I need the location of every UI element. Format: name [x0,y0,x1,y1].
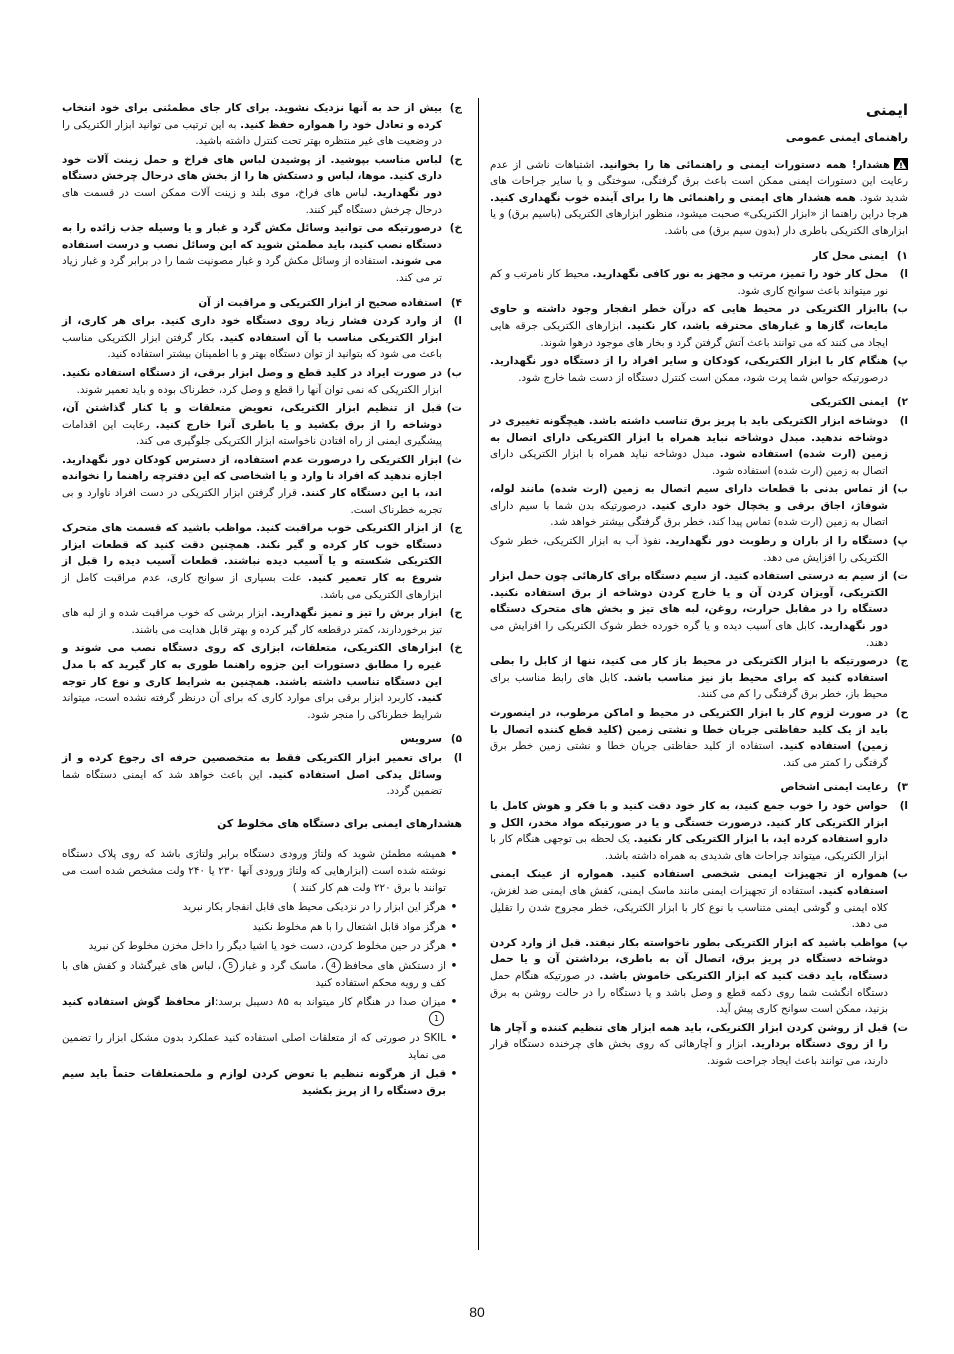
item-text [62,365,442,398]
item-plain-text: علت بسیاری از سوانح کاری، عدم مراقبت کامل از ابزارهای الکتریکی می باشد. [62,572,442,601]
list-item [62,605,462,638]
list-item [62,640,462,723]
list-item [62,400,462,450]
list-item [490,705,908,771]
item-bold-text: قبل از روشن کردن ابزار الکتریکی، باید همه ابزار های تنظیم کننده و آچار ها را از روی دستگاه بردارید. [490,1021,889,1051]
bullet-text-part: میزان صدا در هنگام کار میتواند به ۸۵ دسیبل برسد: [214,996,446,1009]
circled-number-icon: 4 [326,958,341,973]
item-plain-text: به این ترتیب می توانید ابزار الکتریکی را در وضعیت های غیر منتظره بهتر تحت کنترل داشته باشید. [62,118,442,148]
item-text [62,100,442,150]
list-item [490,533,908,566]
item-plain-text: ابزار برشی که خوب مراقبت شده و از لبه های تیز برخوردارند، کمتر درقطعه کار گیر کرده و بهتر قابل هدایت می باشند. [62,607,442,636]
list-item [62,520,462,603]
bullet-bold-text: قبل از هرگونه تنظیم یا تعوض کردن لوازم و ملحمتعلقات حتماً باید سیم برق دستگاه را از پریز بکشید [62,1068,446,1098]
bullet-item [62,938,462,955]
left-column [62,100,462,1103]
list-item [490,1020,908,1070]
item-bold-text: محل کار خود را تمیز، مرتب و مجهز به نور کافی نگهدارید. [592,268,889,281]
item-plain-text: استفاده از کلید حفاظتی جریان خطا و نشتی زمین خطر برق گرفتگی را کمتر می کند. [490,740,888,769]
item-bold-text: از ابزار الکتریکی خوب مراقبت کنید. مواظب باشید که قسمت های متحرک دستگاه خوب کار کرده و گیر نکند. همچنین دقت کنید که قطعات ابزار الکتریکی شکسته و یا آسیب دیده نباشند. قطعات آسیب دیده را قبل از شروع به کار تعمیر کنید. [62,522,443,585]
item-label: ا) [453,751,462,764]
circled-number-icon: 1 [429,1011,444,1026]
item-text [490,935,888,1018]
bullet-text [62,1030,446,1063]
bullet-icon: • [450,848,458,861]
bullet-item [62,899,462,916]
section-number: ۴) [450,296,462,309]
item-text [490,413,888,479]
item-text [62,640,442,723]
bullet-item [62,1030,462,1063]
item-bold-text: دستگاه را از باران و رطوبت دور نگهدارید. [665,535,888,548]
item-bold-text: لباس مناسب بپوشید. از پوشیدن لباس های فراخ و حمل زینت آلات خود داری کنید. موها، لباس و دستکش ها را از بخش های درحال چرخش دستگاه دور نگهدارید. [62,153,443,199]
item-plain-text: درصورتیکه حواس شما پرت شود، ممکن است کنترل دستگاه از دست شما خارج شود. [518,371,888,384]
right-sections [490,248,908,1070]
item-plain-text: بکار گرفتن ابزار الکتریکی مناسب باعث می شود که بتوانید از توان دستگاه بهتر و با اطمینان بیشتر استفاده کنید. [62,331,442,361]
item-bold-text: در صورت ایراد در کلید قطع و وصل ابزار برقی، از دستگاه استفاده نکنید. [62,366,442,379]
bullet-item [62,958,462,991]
warning-lead: هشدار! همه دستورات ایمنی و راهنمائی ها را بخوانید. [599,158,890,171]
warning-text-2: هرجا دراین راهنما از «ابزار الکتریکی» صحبت میشود، منظور ابزارهای الکتریکی (باسیم برق) و یا ابزارهای الکتریکی باطری دار (بدون سیم برق) می باشد. [490,208,908,237]
item-plain-text: نفوذ آب به ابزار الکتریکی، خطر شوک الکتریکی را افزایش می دهد. [490,535,888,564]
section-tool-use [62,295,462,724]
list-item [490,266,908,299]
item-plain-text: در صورتیکه هنگام حمل دستگاه انگشت شما روی دکمه قطع و وصل باشد و یا دستگاه را در حالت روشن به برق بزنید، ممکن است سوانح کاری پیش آید. [490,969,888,1016]
bullet-icon: • [450,959,458,972]
section-service [62,731,462,799]
list-item [490,481,908,531]
item-text [490,1020,888,1070]
bullet-icon: • [450,996,458,1009]
bullet-item [62,994,462,1027]
bullet-icon: • [450,920,458,933]
item-text [62,152,442,218]
list-item [490,353,908,386]
bullet-text-part: ، ماسک گرد و غبار [240,959,325,972]
bullet-text-part: هرگز این ابزار را در نزدیکی محیط های قابل انفجار بکار نبرید [182,901,446,914]
bullet-text [62,958,446,991]
item-plain-text: استفاده از تجهیزات ایمنی مانند ماسک ایمنی، کفش های ایمنی ضد لغزش، کلاه ایمنی و گوشی ایمنی متناسب با نوع کار با ابزار الکتریکی، خطر مجروح شدن را تقلیل می دهد. [490,884,888,931]
item-plain-text: محیط کار نامرتب و کم نور میتواند باعث سوانح کاری شود. [490,268,888,297]
item-text [490,866,888,932]
item-bold-text: قبل از تنظیم ابزار الکتریکی، تعویض متعلقات و یا کنار گذاشتن آن، دوشاخه را از برق بکشید و یا باطری آنرا خارج کنید. [62,402,442,431]
list-item [62,365,462,398]
item-label: ب) [892,868,908,881]
warning-bold-2: همه هشدار های ایمنی و راهنمائی ها را برای آینده خوب نگهداری کنید. [490,191,856,204]
section-heading [490,779,908,796]
bullet-text-part: همیشه مطمئن شوید که ولتاژ ورودی دستگاه برابر ولتاژی باشد که روی پلاک دستگاه نوشته شده است (ابزارهایی که ولتاژ ورودی آنها ۲۳۰ یا ۲۴۰ ولت مشخص شده است می توانند با برق ۲۲۰ ولت هم کار کنند ) [62,848,446,894]
item-label: ب) [446,366,462,379]
list-item [62,313,462,363]
item-text [490,301,888,351]
warning-text-1: اشتباهات ناشی از عدم رعایت این دستورات ایمنی ممکن است باعث برق گرفتگی، سوختگی و یا سایر جراحات های شدید شود. [490,158,908,204]
list-item [490,568,908,651]
item-plain-text: این باعث خواهد شد که ایمنی دستگاه شما تضمین گردد. [62,768,442,798]
item-bold-text: همواره از تجهیزات ایمنی شخصی استفاده کنید. همواره از عینک ایمنی استفاده کنید. [490,868,888,897]
list-item [490,413,908,479]
item-label: ت) [446,402,462,415]
section-heading-text: سرویس [400,733,442,746]
item-plain-text: کاربرد ابزار برقی برای موارد کاری که برای آن درنظر گرفته نشده است، میتواند شرایط خطرناکی را منجر شود. [62,692,442,721]
section-number: ۲) [896,396,908,409]
item-bold-text: ابزارهای الکتریکی، متعلقات، ابزاری که روی دستگاه نصب می شوند و غیره را مطابق دستورات این جزوه راهنما طوری به کار گیرید که با مدل این دستگاه تناسب داشته باشند. همچنین به شرایط کاری و نوع کار توجه کنید. [62,642,442,705]
bullet-text-part: از دستکش های محافظ [343,959,446,972]
list-item [490,935,908,1018]
item-bold-text: درصورتیکه می توانید وسائل مکش گرد و غبار و یا وسیله جذب زائده را به دستگاه نصب کنید، باید مطمئن شوید که این وسائل نصب و درست استفاده می شوند. [62,222,442,268]
bullet-bold-text: از محافظ گوش استفاده کنید [62,996,215,1009]
section-heading [62,731,462,748]
bullet-icon: • [450,901,458,914]
list-item [62,100,462,150]
item-text [490,798,888,864]
section-heading-text: ایمنی محل کار [812,249,888,262]
item-label: ب) [892,483,908,496]
item-bold-text: از وارد کردن فشار زیاد روی دستگاه خود داری کنید. برای هر کاری، از ابزار الکتریکی مناسب با آن استفاده کنید. [62,315,442,344]
item-text [62,220,442,286]
section-heading-text: رعایت ایمنی اشخاص [780,781,888,794]
list-item [62,220,462,286]
item-text [62,520,442,603]
general-warning [490,157,908,240]
item-bold-text: برای تعمیر ابزار الکتریکی فقط به متخصصین حرفه ای رجوع کرده و از وسائل یدکی اصل استفاده کنید. [62,751,443,781]
bullet-text [62,994,446,1027]
bullet-icon: • [450,940,458,953]
bullet-text [62,1066,446,1099]
item-label: ا) [899,799,908,812]
column-divider [478,98,479,1250]
item-bold-text: بیش از حد به آنها نزدیک نشوید. برای کار جای مطمئنی برای خود انتخاب کرده و تعادل خود را همواره حفظ کنید. [62,102,442,131]
bullet-text [62,846,446,896]
item-plain-text: استفاده از وسائل مکش گرد و غبار مصونیت شما را در برابر گرد و غبار زیاد تر می کند. [62,255,442,284]
item-label: ا) [899,414,908,427]
bullet-icon: • [450,1032,458,1045]
section-number: ۵) [450,733,462,746]
section-title: ایمنی [865,101,908,119]
item-label: پ) [892,535,908,548]
item-plain-text: کابل های رابط مناسب برای محیط باز، خطر برق گرفتگی را کم می کنند. [490,671,888,701]
item-label: پ) [892,936,908,949]
item-text [62,400,442,450]
item-label: ح) [449,607,462,620]
item-bold-text: در صورت لزوم کار با ابزار الکتریکی در محیط و اماکن مرطوب، در اینصورت باید از یک کلید حفاظتی جریان خطا و نشتی زمین (کلید قطع کننده اتصال با زمین) استفاده کنید. [490,707,888,753]
item-text [62,605,442,638]
bullet-text-part: هرگز مواد قابل اشتعال را با هم مخلوط نکنید [252,920,446,933]
bullet-text-part: SKIL در صورتی که از متعلقات اصلی استفاده کنید عملکرد بدون مشکل ابزار را تضمین می نماید [62,1032,446,1061]
section-heading [490,248,908,265]
item-label: ت) [892,570,908,583]
right-column [490,100,908,1071]
bullet-item [62,1066,462,1099]
list-item [490,653,908,703]
item-plain-text: مبدل دوشاخه نباید همراه با ابزار الکتریکی دارای اتصال به زمین (ارت شده) استفاده شود. [490,448,888,477]
list-item [490,798,908,864]
item-bold-text: حواس خود را خوب جمع کنید، به کار خود دقت کنید و با فکر و هوش کامل با ابزار الکتریکی کار کنید. درصورت خستگی و یا در صورتیکه مواد مخدر، الکل و دارو استفاده کرده اید، با ابزار الکتریکی کار نکنید. [490,799,888,846]
item-label: ح) [449,153,462,166]
section-subtitle: راهنمای ایمنی عمومی [785,131,908,144]
item-text [490,653,888,703]
item-text [62,452,442,518]
bullet-text-part: هرگز در حین مخلوط کردن، دست خود یا اشیا دیگر را داخل مخزن مخلوط کن نبرید [88,940,446,953]
item-plain-text: رعایت این اقدامات پیشگیری ایمنی از راه افتادن ناخواسته ابزار الکتریکی جلوگیری می کند. [62,418,442,448]
section-heading-text: استفاده صحیح از ابزار الکتریکی و مراقبت از آن [198,296,442,309]
item-plain-text: ابزار الکتریکی که نمی توان آنها را قطع و وصل کرد، خطرناک بوده و باید تعمیر شوند. [76,383,442,396]
list-item [62,152,462,218]
item-text [62,313,442,363]
item-plain-text: ابزارهای الکتریکی جرقه هایی ایجاد می کنند که می توانند باعث آتش گرفتن گرد و بخار های موجود درهوا شوند. [490,319,888,349]
warning-triangle-icon [894,158,908,170]
item-plain-text: قرار گرفتن ابزار الکتریکی در دست افراد ناوارد و بی تجربه خطرناک است. [62,487,442,516]
section-number: ۳) [896,781,908,794]
item-text [490,481,888,531]
item-label: ج) [895,655,908,668]
list-item [62,750,462,800]
list-item [62,452,462,518]
item-label: پ) [892,355,908,368]
item-label: ب) [892,303,908,316]
item-text [490,568,888,651]
mixer-safety-title: هشدارهای ایمنی برای دستگاه های مخلوط کن [217,816,462,830]
bullet-text-part: ، لباس های غیرگشاد و کفش های با کف و رویه محکم استفاده کنید [62,959,446,989]
personal-safety-continued [62,100,462,287]
item-text [490,266,888,299]
item-plain-text: ابزار و آچارهائی که روی بخش های چرخنده دستگاه قرار دارند، می توانند باعث ایجاد جراحت شوند. [490,1038,888,1067]
item-label: ت) [892,1021,908,1034]
item-bold-text: دوشاخه ابزار الکتریکی باید با پریز برق تناسب داشته باشد. هیچگونه تغییری در دوشاخه ندهید. مبدل دوشاخه نباید همراه با ابزار الکتریکی دارای اتصال به زمین (ارت شده) استفاده شود. [490,414,888,461]
bullet-icon: • [450,1068,458,1081]
bullet-text [62,938,446,955]
item-label: ا) [899,268,908,281]
list-item [490,866,908,932]
section-heading [490,394,908,411]
item-label: خ) [449,642,462,655]
section-heading [62,295,462,312]
item-plain-text: درصورتیکه بدن شما با سیم دارای اتصال به زمین (ارت شده) تماس پیدا کند، خطر برق گرفتگی بیشتر خواهد شد. [490,499,888,529]
bullet-text [62,899,446,916]
item-label: خ) [449,222,462,235]
item-bold-text: ابزار برش را تیز و تمیز نگهدارید. [270,607,442,620]
mixer-safety-bullets [62,846,462,1099]
section-heading-text: ایمنی الکتریکی [810,396,888,409]
item-bold-text: ابزار الکتریکی را درصورت عدم استفاده، از دسترس کودکان دور نگهدارید. اجازه ندهید که افراد نا وارد و یا اشخاصی که این دفترچه راهنما را نخوانده اند، با این دستگاه کار کنند. [62,453,442,500]
item-bold-text: باابزار الکتریکی در محیط هایی که درآن خطر انفجار وجود داشته و حاوی مایعات، گازها و غبارهای محترقه باشد، کار نکنید. [490,303,888,332]
item-text [490,533,888,566]
item-label: ج) [449,102,462,114]
bullet-item [62,846,462,896]
item-plain-text: لباس های فراخ، موی بلند و زینت آلات ممکن است در قسمت های درحال چرخش دستگاه گیر کنند. [62,186,442,216]
bullet-item [62,919,462,936]
item-bold-text: از سیم به درستی استفاده کنید. از سیم دستگاه برای کارهائی چون حمل ابزار الکتریکی، آویزان کردن آن و یا خارج کردن دوشاخه از برق استفاده نکنید. دستگاه را در مقابل حرارت، روغن، لبه های تیز و بخش های متحرک دستگاه دور نگهدارید. [490,570,888,633]
section-number: ۱) [896,249,908,262]
item-bold-text: درصورتیکه با ابزار الکتریکی در محیط باز کار می کنید، تنها از کابل را بطی استفاده کنید که برای محیط باز نیز مناسب باشد. [490,655,888,684]
list-item [490,301,908,351]
item-bold-text: از تماس بدنی با قطعات دارای سیم اتصال به زمین (ارت شده) مانند لوله، شوفاژ، اجاق برقی و یخچال خود داری کنید. [490,483,889,512]
item-label: ث) [446,453,462,466]
item-label: ج) [449,522,462,535]
bullet-text [62,919,446,936]
item-label: ا) [453,315,462,328]
item-text [490,353,888,386]
item-plain-text: کابل های آسیب دیده و یا گره خورده خطر شوک الکتریکی را افزایش می دهند. [490,620,888,649]
item-bold-text: مواظب باشید که ابزار الکتریکی بطور ناخواسته بکار نیفتد. قبل از وارد کردن دوشاخه دستگاه در پریز برق، اتصال آن به باطری، برداشتن آن و یا حمل دستگاه، باید دقت کنید که ابزار الکتریکی خاموش باشد. [490,936,888,982]
circled-number-icon: 5 [223,958,238,973]
item-bold-text: هنگام کار با ابزار الکتریکی، کودکان و سایر افراد را از دستگاه دور نگهدارید. [490,355,888,368]
item-text [62,750,442,800]
page-number: 80 [469,1304,485,1320]
item-text [490,705,888,771]
item-plain-text: یک لحظه بی توجهی هنگام کار با ابزار الکتریکی، میتواند جراحات های شدیدی به همراه داشته باشد. [490,833,888,862]
item-label: ح) [895,707,908,719]
